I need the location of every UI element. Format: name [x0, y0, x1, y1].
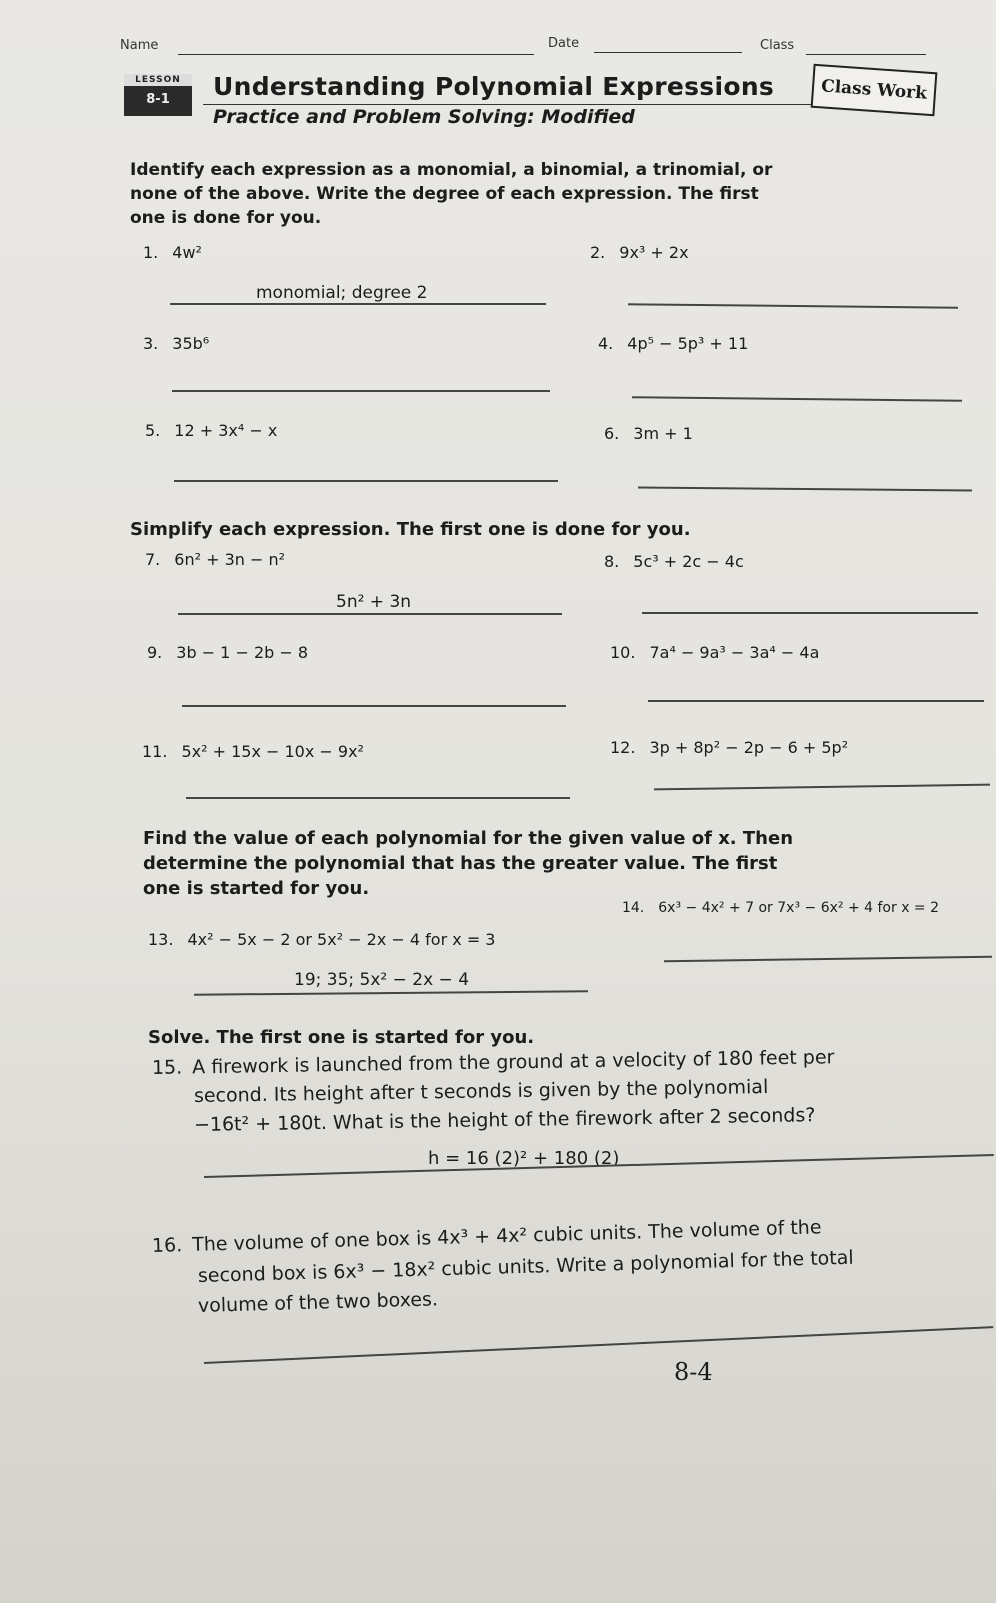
- problem-3-expression: 35b⁶: [172, 334, 210, 353]
- problem-10-number: 10.: [610, 643, 636, 662]
- problem-3-number: 3.: [143, 334, 159, 353]
- problem-7-expression: 6n² + 3n − n²: [174, 550, 286, 569]
- answer-line-8[interactable]: [642, 612, 978, 614]
- answer-line-3[interactable]: [172, 390, 550, 392]
- problem-14-number: 14.: [622, 900, 645, 916]
- problem-5-expression: 12 + 3x⁴ − x: [174, 421, 278, 440]
- section1-instructions: Identify each expression as a monomial, a binomial, a trinomial, or none of the above. Write the degree of each expression. The first one is done for you.: [130, 160, 773, 228]
- answer-line-7[interactable]: [178, 613, 562, 615]
- name-label: Name: [120, 38, 159, 53]
- answer-line-16[interactable]: [204, 1326, 993, 1363]
- problem-11: [142, 742, 364, 761]
- problem-10: [610, 643, 819, 662]
- problem-14-expression: 6x³ − 4x² + 7 or 7x³ − 6x² + 4 for x = 2: [658, 900, 940, 916]
- page-subtitle: Practice and Problem Solving: Modified: [213, 106, 635, 128]
- problem-13: [148, 930, 495, 949]
- answer-line-6[interactable]: [638, 487, 972, 491]
- problem-3: [143, 334, 209, 353]
- problem-11-number: 11.: [142, 742, 168, 761]
- problem-15-text-3: −16t² + 180t. What is the height of the firework after 2 seconds?: [193, 1104, 816, 1136]
- answer-line-4[interactable]: [632, 396, 962, 401]
- class-work-stamp: Class Work: [811, 64, 938, 117]
- problem-9: [147, 643, 308, 662]
- section2-instructions: Simplify each expression. The first one is done for you.: [130, 519, 691, 540]
- answer-1: monomial; degree 2: [256, 283, 428, 303]
- problem-5-number: 5.: [145, 421, 161, 440]
- page-reference: 8-4: [674, 1358, 713, 1386]
- class-field[interactable]: [806, 54, 926, 55]
- date-field[interactable]: [594, 52, 742, 53]
- problem-4-expression: 4p⁵ − 5p³ + 11: [627, 334, 749, 353]
- problem-6: [604, 424, 693, 443]
- problem-8: [604, 552, 744, 571]
- answer-15: h = 16 (2)² + 180 (2): [428, 1148, 620, 1169]
- title-rule: [203, 104, 813, 105]
- problem-9-number: 9.: [147, 643, 163, 662]
- lesson-label: LESSON: [124, 74, 192, 86]
- problem-8-expression: 5c³ + 2c − 4c: [633, 552, 744, 571]
- problem-12-number: 12.: [610, 738, 636, 757]
- problem-10-expression: 7a⁴ − 9a³ − 3a⁴ − 4a: [649, 643, 820, 662]
- problem-1: [143, 243, 202, 262]
- problem-14: [622, 900, 939, 916]
- problem-1-number: 1.: [143, 243, 159, 262]
- problem-16-text-3: volume of the two boxes.: [197, 1288, 439, 1317]
- problem-8-number: 8.: [604, 552, 620, 571]
- problem-13-expression: 4x² − 5x − 2 or 5x² − 2x − 4 for x = 3: [187, 930, 496, 949]
- lesson-badge: [124, 74, 192, 116]
- name-field[interactable]: [178, 54, 534, 55]
- problem-2-number: 2.: [590, 243, 606, 262]
- answer-line-13[interactable]: [194, 990, 588, 995]
- page-title: Understanding Polynomial Expressions: [213, 72, 775, 101]
- problem-4: [598, 334, 748, 353]
- date-label: Date: [548, 36, 580, 51]
- problem-15-number: 15.: [151, 1056, 183, 1079]
- problem-6-expression: 3m + 1: [633, 424, 693, 443]
- problem-13-number: 13.: [148, 930, 174, 949]
- problem-2-expression: 9x³ + 2x: [619, 243, 689, 262]
- answer-line-9[interactable]: [182, 705, 566, 707]
- answer-line-10[interactable]: [648, 700, 984, 702]
- section4-instructions: Solve. The first one is started for you.: [148, 1027, 535, 1048]
- answer-13: 19; 35; 5x² − 2x − 4: [294, 970, 470, 990]
- problem-16-text-2: second box is 6x³ − 18x² cubic units. Write a polynomial for the total: [197, 1246, 854, 1287]
- problem-4-number: 4.: [598, 334, 614, 353]
- answer-line-2[interactable]: [628, 303, 958, 308]
- problem-15-text-1: A firework is launched from the ground at a velocity of 180 feet per: [192, 1046, 835, 1079]
- problem-11-expression: 5x² + 15x − 10x − 9x²: [181, 742, 364, 761]
- problem-12-expression: 3p + 8p² − 2p − 6 + 5p²: [649, 738, 849, 757]
- problem-16-number: 16.: [151, 1234, 183, 1257]
- answer-line-12[interactable]: [654, 784, 990, 790]
- problem-7: [145, 550, 285, 569]
- problem-2: [590, 243, 689, 262]
- section3-instructions: Find the value of each polynomial for the given value of x. Then determine the polynomial that has the greater value. The first one is started for you.: [143, 828, 794, 899]
- class-label: Class: [760, 38, 795, 53]
- problem-15-text-2: second. Its height after t seconds is given by the polynomial: [193, 1075, 769, 1107]
- problem-1-expression: 4w²: [172, 243, 202, 262]
- problem-9-expression: 3b − 1 − 2b − 8: [176, 643, 309, 662]
- answer-7: 5n² + 3n: [336, 592, 412, 612]
- answer-line-5[interactable]: [174, 480, 558, 482]
- problem-7-number: 7.: [145, 550, 161, 569]
- answer-line-14[interactable]: [664, 956, 992, 962]
- problem-16-text-1: The volume of one box is 4x³ + 4x² cubic units. The volume of the: [191, 1216, 822, 1256]
- answer-line-11[interactable]: [186, 797, 570, 799]
- answer-line-1[interactable]: [170, 303, 546, 305]
- problem-12: [610, 738, 848, 757]
- problem-6-number: 6.: [604, 424, 620, 443]
- problem-5: [145, 421, 277, 440]
- lesson-number: 8-1: [146, 92, 170, 107]
